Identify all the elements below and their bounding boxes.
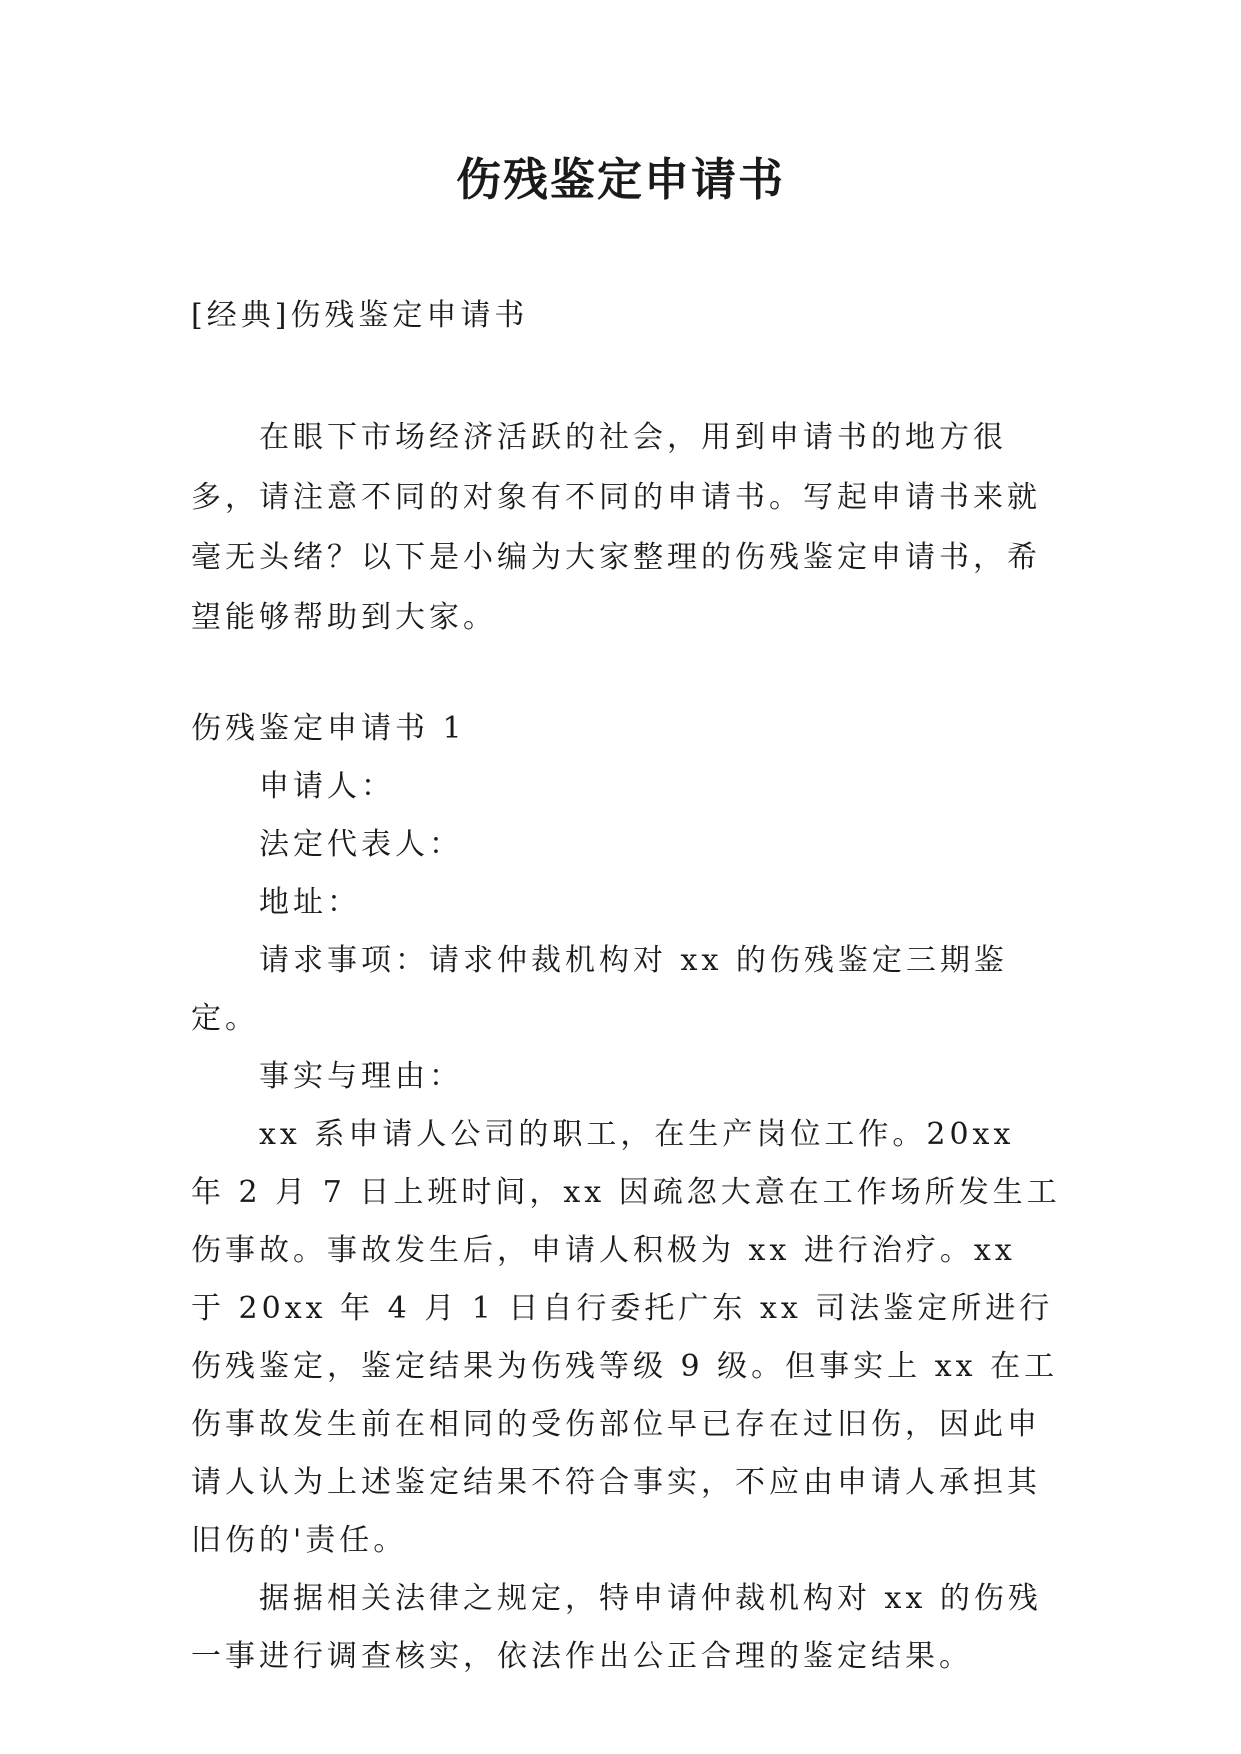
facts-heading: 事实与理由： [259, 1059, 463, 1094]
document-subtitle: [经典]伤残鉴定申请书 [191, 298, 529, 333]
document-title: 伤残鉴定申请书 [455, 153, 785, 206]
request-line: 请求事项：请求仲裁机构对 xx 的伤残鉴定三期鉴定。 [191, 943, 1008, 1036]
application-section [191, 700, 1061, 1686]
legal-rep-line: 法定代表人： [259, 827, 463, 862]
intro-paragraph: 在眼下市场经济活跃的社会，用到申请书的地方很多，请注意不同的对象有不同的申请书。写起申请书来就毫无头绪？以下是小编为大家整理的伤残鉴定申请书，希望能够帮助到大家。 [191, 420, 1041, 635]
applicant-line: 申请人： [259, 769, 395, 804]
section-heading: 伤残鉴定申请书 1 [191, 711, 466, 746]
intro-block [191, 408, 1061, 648]
facts-paragraph: xx 系申请人公司的职工，在生产岗位工作。20xx 年 2 月 7 日上班时间，xx 因疏忽大意在工作场所发生工伤事故。事故发生后，申请人积极为 xx 进行治疗。xx 于 20xx 年 4 月 1 日自行委托广东 xx 司法鉴定所进行伤残鉴定，鉴定结果为伤残等级 9 级。但事实上 xx 在工伤事故发生前在相同的受伤部位早已存在过旧伤，因此申请人认为上述鉴定结果不符合事实，不应由申请人承担其旧伤的'责任。 [191, 1117, 1061, 1558]
address-line: 地址： [259, 885, 361, 920]
conclusion-paragraph: 据据相关法律之规定，特申请仲裁机构对 xx 的伤残一事进行调查核实，依法作出公正合理的鉴定结果。 [191, 1581, 1042, 1674]
